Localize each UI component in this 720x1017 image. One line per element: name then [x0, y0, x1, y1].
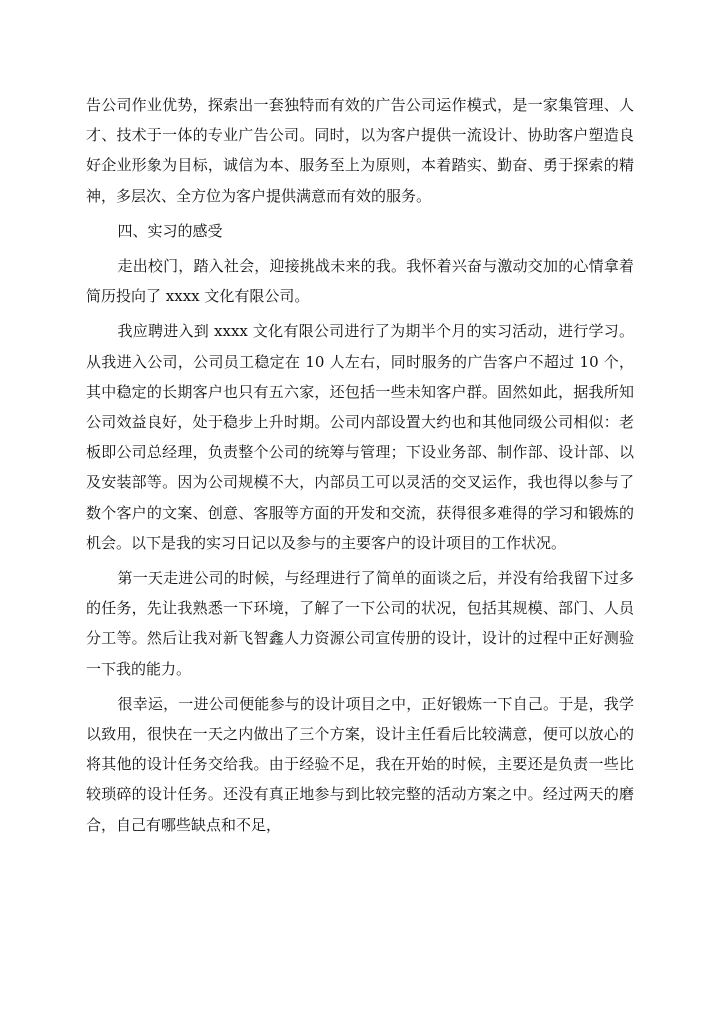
paragraph-leaving-school: 走出校门，踏入社会，迎接挑战未来的我。我怀着兴奋与激动交加的心情拿着简历投向了 xxxx 文化有限公司。: [86, 257, 634, 306]
paragraph-joining-company: 我应聘进入到 xxxx 文化有限公司进行了为期半个月的实习活动，进行学习。从我进入公司，公司员工稳定在 10 人左右，同时服务的广告客户不超过 10 个，其中稳定的长期客户也只有五六家，还包括一些未知客户群。固然如此，据我所知公司效益良好，处于稳步上升时期。公司内部设置大约也和其他同级公司相似：老板即公司总经理，负责整个公司的统筹与管理；下设业务部、制作部、设计部、以及安装部等。因为公司规模不大，内部员工可以灵活的交叉运作，我也得以参与了数个客户的文案、创意、客服等方面的开发和交流，获得很多难得的学习和锻炼的机会。以下是我的实习日记以及参与的主要客户的设计项目的工作状况。: [86, 322, 634, 552]
section-heading-internship-feelings: 四、实习的感受: [117, 221, 223, 240]
document-body: [86, 90, 634, 840]
paragraph-company-intro: 告公司作业优势，探索出一套独特而有效的广告公司运作模式，是一家集管理、人才、技术于一体的专业广告公司。同时，以为客户提供一流设计、协助客户塑造良好企业形象为目标，诚信为本、服务至上为原则，本着踏实、勤奋、勇于探索的精神，多层次、全方位为客户提供满意而有效的服务。: [86, 96, 634, 205]
paragraph-first-day: 第一天走进公司的时候，与经理进行了简单的面谈之后，并没有给我留下过多的任务，先让我熟悉一下环境，了解了一下公司的状况，包括其规模、部门、人员分工等。然后让我对新飞智鑫人力资源公司宣传册的设计，设计的过程中正好测验一下我的能力。: [86, 569, 634, 678]
paragraph-design-project: 很幸运，一进公司便能参与的设计项目之中，正好锻炼一下自己。于是，我学以致用，很快在一天之内做出了三个方案，设计主任看后比较满意，便可以放心的将其他的设计任务交给我。由于经验不足，我在开始的时候，主要还是负责一些比较琐碎的设计任务。还没有真正地参与到比较完整的活动方案之中。经过两天的磨合，自己有哪些缺点和不足，: [86, 694, 634, 834]
